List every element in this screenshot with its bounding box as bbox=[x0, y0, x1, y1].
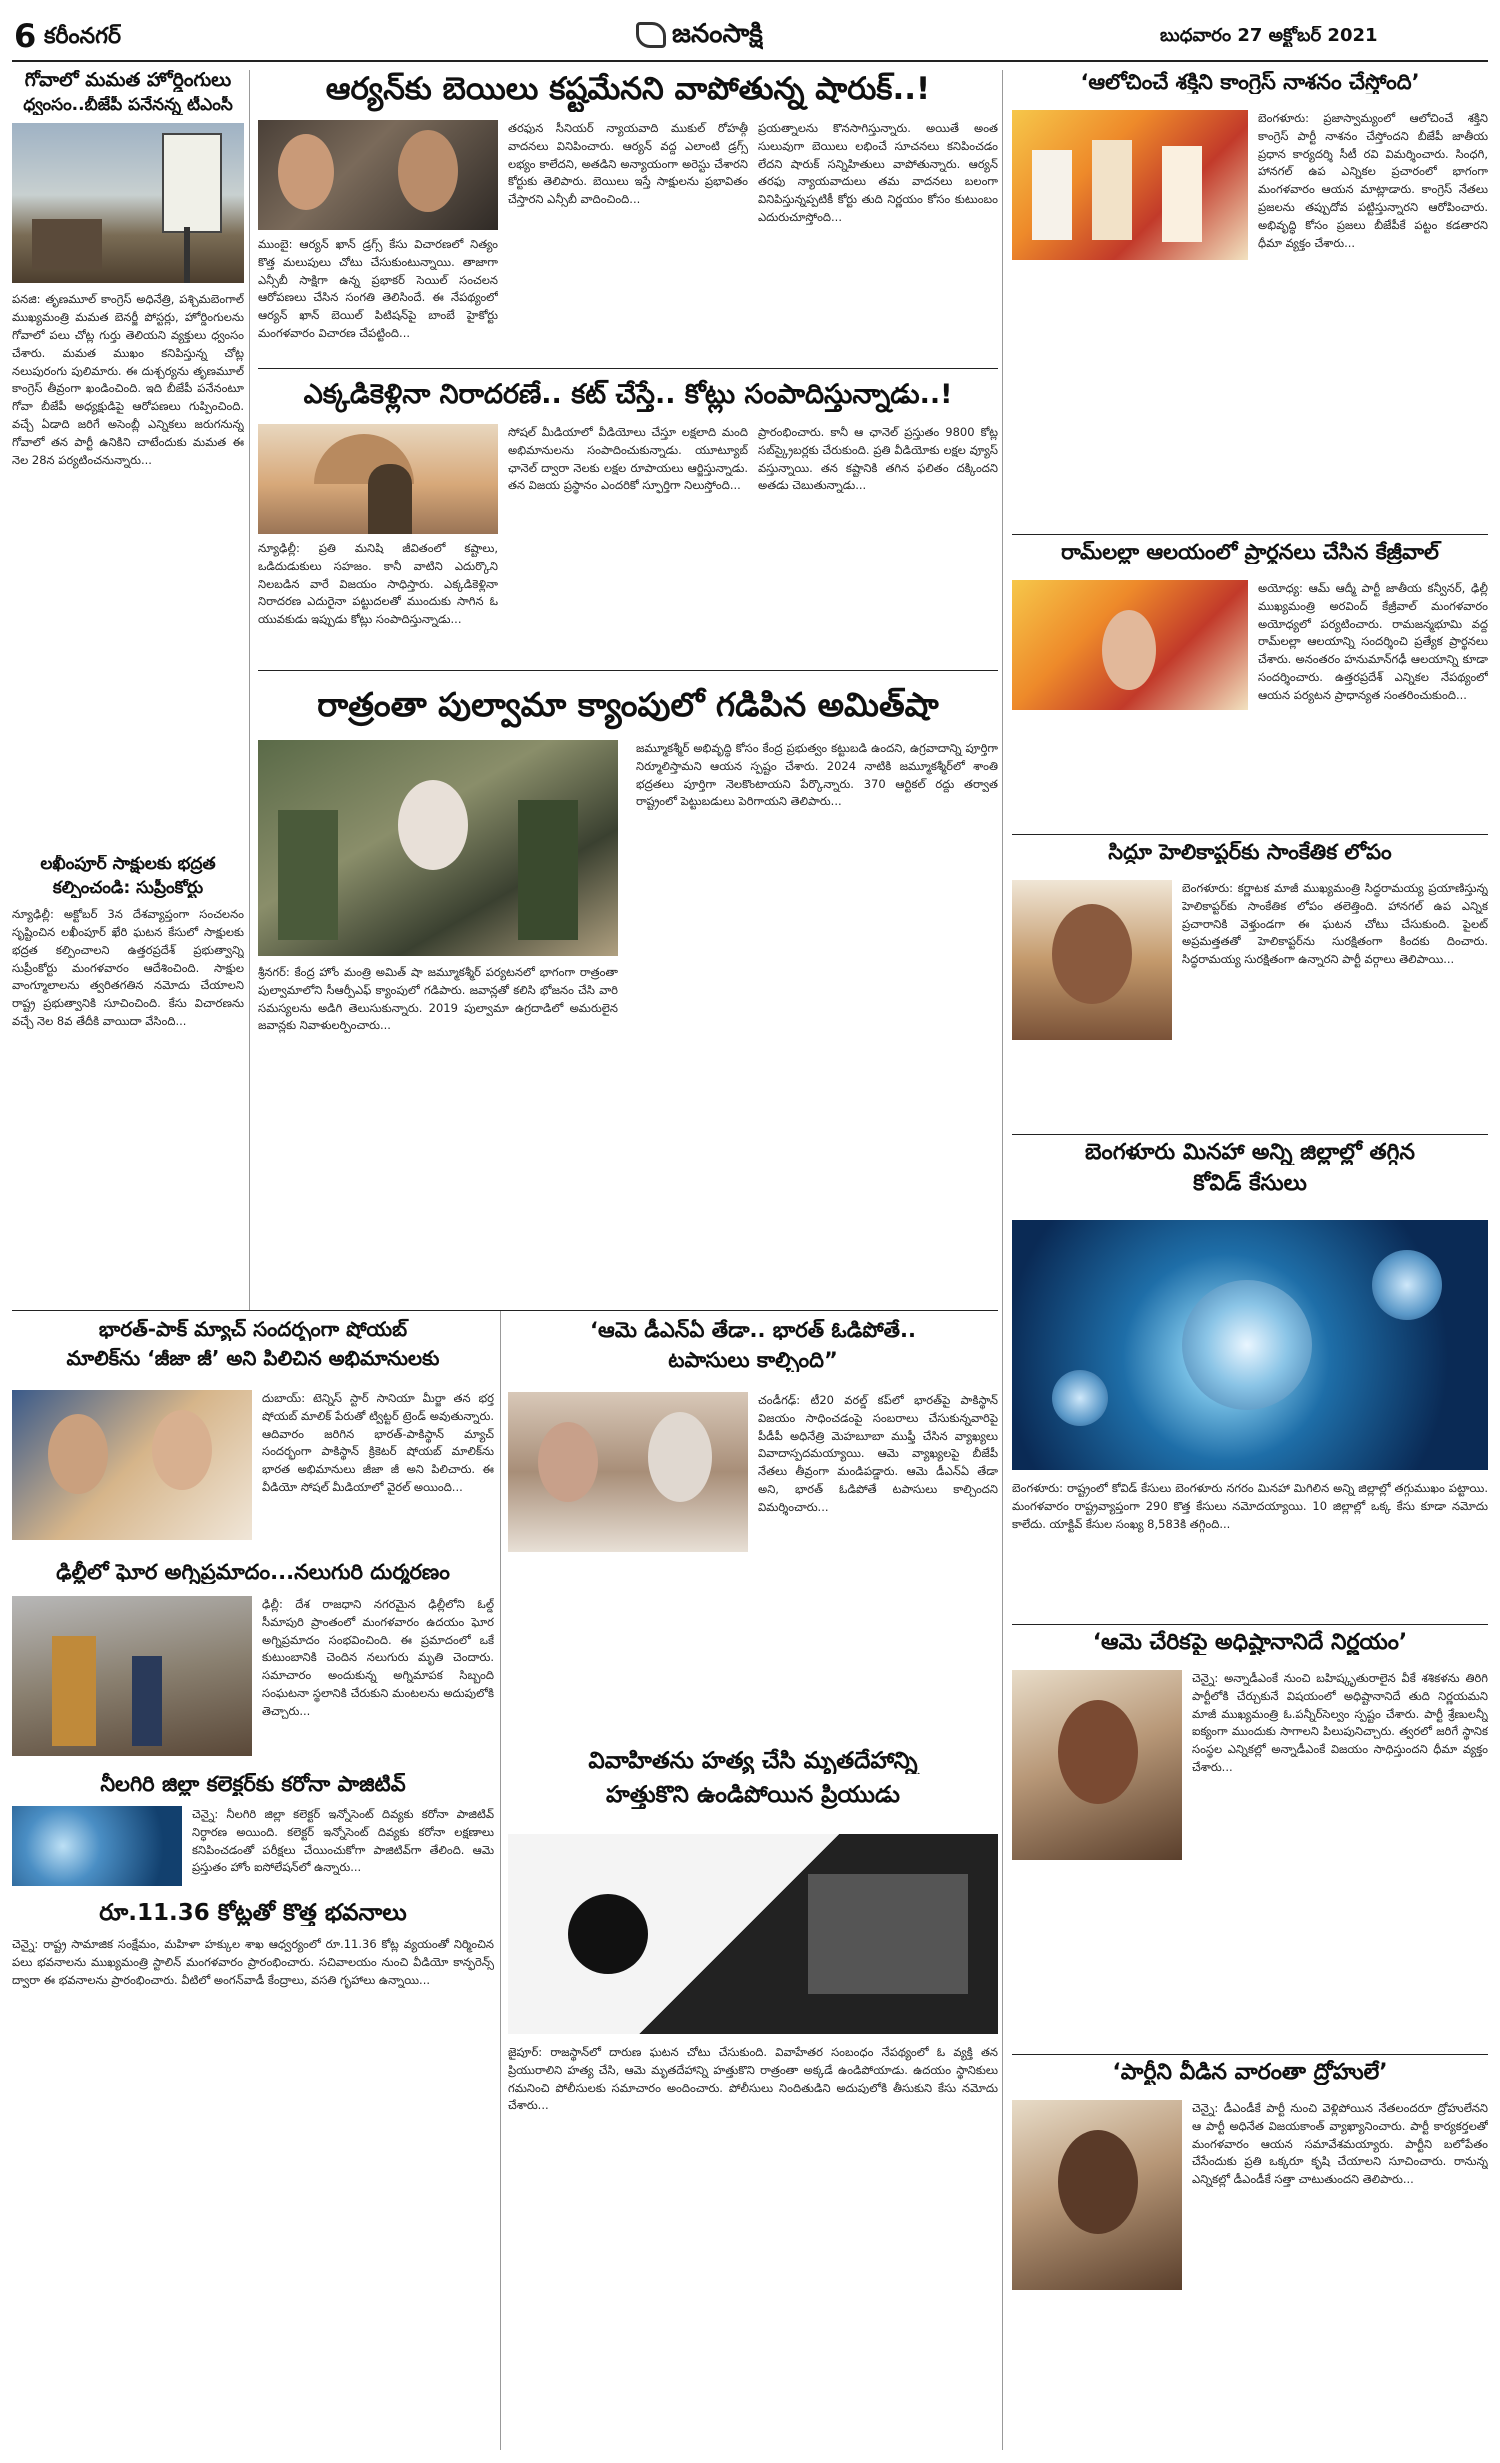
masthead bbox=[0, 0, 1500, 58]
headline: బెంగళూరు మినహా అన్ని జిల్లాల్లో తగ్గిన bbox=[1085, 1140, 1415, 1165]
delhi-fire-article bbox=[12, 1560, 494, 1760]
headline: ‘ఆమె డీఎన్ఏ తేడా.. భారత్ ఓడిపోతే.. bbox=[590, 1318, 916, 1342]
headline: ఢిల్లీలో ఘోర అగ్నిప్రమాదం...నలుగురి దుర్మరణం bbox=[56, 1560, 450, 1584]
covid-virus-photo bbox=[1012, 1220, 1488, 1470]
article-body: చెన్నై: నీలగిరి జిల్లా కలెక్టర్ ఇన్నోసెంట్ దివ్యకు కరోనా పాజిటివ్ నిర్ధారణ అయింది. కలెక్టర్ ఇన్నోసెంట్ దివ్యకు కరోనా లక్షణాలు కనిపించడంతో పరీక్షలు చేయించుకోగా పాజిటివ్‌గా తేలింది. ఆమె ప్రస్తుతం హోం ఐసోలేషన్‌లో ఉన్నారు... bbox=[192, 1807, 494, 1875]
article-body: పనజి: తృణమూల్ కాంగ్రెస్ అధినేత్రి, పశ్చిమబెంగాల్ ముఖ్యమంత్రి మమత బెనర్జీ పోస్టర్లు, హోర్డింగులను గోవాలో పలు చోట్ల గుర్తు తెలియని వ్యక్తులు ధ్వంసం చేశారు. మమత ముఖం కనిపిస్తున్న చోట్ల నలుపురంగు పులిమారు. ఈ దుశ్చర్యను తృణమూల్ కాంగ్రెస్ తీవ్రంగా ఖండించింది. ఇది బీజేపీ పనేనంటూ గోవా బీజేపీ అధ్యక్షుడిపై ఆరోపణలు గుప్పించింది. వచ్చే ఏడాది జరిగే అసెంబ్లీ ఎన్నికలు జరుగనున్న గోవాలో తన పార్టీ ఉనికిని చాటేందుకు మమత ఈ నెల 28న పర్యటించనున్నారు... bbox=[12, 292, 244, 467]
siddaramaiah-article bbox=[1012, 840, 1488, 1130]
sonu-article bbox=[258, 372, 998, 668]
article-column: ప్రయత్నాలను కొనసాగిస్తున్నారు. అయితే అంత సులువుగా బెయిలు లభించే సూచనలు కనిపించడం లేదని షారుక్ సన్నిహితులు వాపోతున్నారు. ఆర్యన్ తరఫు న్యాయవాదులు తమ వాదనలు బలంగా వినిపిస్తున్నప్పటికీ కోర్టు తుది నిర్ణయం కోసం కుటుంబం ఎదురుచూస్తోంది... bbox=[758, 121, 998, 225]
article-body: చెన్నై: రాష్ట్ర సామాజిక సంక్షేమం, మహిళా హక్కుల శాఖ ఆధ్వర్యంలో రూ.11.36 కోట్ల వ్యయంతో నిర్మించిన పలు భవనాలను ముఖ్యమంత్రి స్టాలిన్ మంగళవారం ప్రారంభించారు. సచివాలయం నుంచి వీడియో కాన్ఫరెన్స్ ద్వారా ఈ భవనాలను ప్రారంభించారు. వీటిలో అంగన్‌వాడీ కేంద్రాలు, వసతి గృహాలు ఉన్నాయి... bbox=[12, 1937, 494, 1988]
mehbooba-photo bbox=[508, 1392, 748, 1552]
congress-event-photo bbox=[1012, 110, 1248, 260]
page-number: 6 bbox=[14, 18, 37, 55]
article-body: ఢిల్లీ: దేశ రాజధాని నగరమైన ఢిల్లీలోని ఓల్డ్ సీమాపురి ప్రాంతంలో మంగళవారం ఉదయం ఘోర అగ్నిప్రమాదం సంభవించింది. ఈ ప్రమాదంలో ఒకే కుటుంబానికి చెందిన నలుగురు మృతి చెందారు. సమాచారం అందుకున్న అగ్నిమాపక సిబ్బంది సంఘటనా స్థలానికి చేరుకుని మంటలను అదుపులోకి తెచ్చారు... bbox=[262, 1597, 494, 1718]
article-column: జమ్మూకశ్మీర్ అభివృద్ధి కోసం కేంద్ర ప్రభుత్వం కట్టుబడి ఉందని, ఉగ్రవాదాన్ని పూర్తిగా నిర్మూలిస్తామని ఆయన స్పష్టం చేశారు. 2024 నాటికి జమ్మూకశ్మీర్‌లో శాంతి భద్రతలు పూర్తిగా నెలకొంటాయని పేర్కొన్నారు. 370 ఆర్టికల్ రద్దు తర్వాత రాష్ట్రంలో పెట్టుబడులు పెరిగాయని తెలిపారు... bbox=[636, 741, 998, 809]
vijayakanth-photo bbox=[1012, 2100, 1182, 2290]
headline: ఆర్యన్‌కు బెయిలు కష్టమేనని వాపోతున్న షారుక్..! bbox=[325, 71, 931, 107]
mehbooba-article bbox=[508, 1318, 998, 1738]
sonu-photo bbox=[258, 424, 498, 534]
amitshah-camp-photo bbox=[258, 740, 618, 956]
nilgiri-article bbox=[12, 1772, 494, 1890]
section-rule bbox=[1012, 2054, 1488, 2055]
article-body: చండీగఢ్: టీ20 వరల్డ్ కప్‌లో భారత్‌పై పాకిస్థాన్ విజయం సాధించడంపై సంబరాలు చేసుకున్నవారిపై పీడీపీ అధినేత్రి మెహబూబా ముఫ్తీ చేసిన వ్యాఖ్యలు వివాదాస్పదమయ్యాయి. ఆమె వ్యాఖ్యలపై బీజేపీ నేతలు తీవ్రంగా మండిపడ్డారు. ఆమె డీఎన్ఏ తేడా అని, భారత్ ఓడిపోతే టపాసులు కాల్చిందని విమర్శించారు... bbox=[758, 1393, 998, 1514]
section-rule bbox=[258, 368, 998, 369]
article-column: ప్రారంభించారు. కానీ ఆ ఛానెల్ ప్రస్తుతం 9800 కోట్ల సబ్‌స్క్రైబర్లకు చేరుకుంది. ప్రతి వీడియోకు లక్షల వ్యూస్ వస్తున్నాయి. తన కష్టానికి తగిన ఫలితం దక్కిందని అతడు చెబుతున్నాడు... bbox=[758, 425, 998, 493]
headline: హత్తుకొని ఉండిపోయిన ప్రియుడు bbox=[606, 1782, 900, 1809]
collector-photo bbox=[12, 1806, 182, 1886]
headline: లఖీంపూర్ సాక్షులకు భద్రత bbox=[40, 855, 216, 874]
headline: కల్పించండి: సుప్రీంకోర్టు bbox=[52, 878, 204, 898]
article-body: న్యూఢిల్లీ: అక్టోబర్ 3న దేశవ్యాప్తంగా సంచలనం సృష్టించిన లఖీంపూర్ ఖేరి ఘటన కేసులో సాక్షులకు భద్రత కల్పించాలని ఉత్తరప్రదేశ్ ప్రభుత్వాన్ని సుప్రీంకోర్టు మంగళవారం ఆదేశించింది. సాక్షుల వాంగ్మూలాలను త్వరితగతిన నమోదు చేయాలని రాష్ట్ర ప్రభుత్వానికి సూచించింది. కేసు విచారణను వచ్చే నెల 8వ తేదీకి వాయిదా వేసింది... bbox=[12, 907, 244, 1028]
vijayakanth-article bbox=[1012, 2060, 1488, 2440]
article-column: ముంబై: ఆర్యన్ ఖాన్ డ్రగ్స్ కేసు విచారణలో నిత్యం కొత్త మలుపులు చోటు చేసుకుంటున్నాయి. తాజాగా ఎన్సీబీ సాక్షిగా ఉన్న ప్రభాకర్ సెయిల్ సంచలన ఆరోపణలు చేసిన సంగతి తెలిసిందే. ఈ నేపథ్యంలో ఆర్యన్ ఖాన్ బెయిల్ పిటిషన్‌పై బాంబే హైకోర్టు మంగళవారం విచారణ చేపట్టింది... bbox=[258, 237, 498, 341]
kejriwal-photo bbox=[1012, 580, 1248, 710]
headline: గోవాలో మమత హోర్డింగులు bbox=[24, 70, 232, 91]
goa-article bbox=[12, 70, 244, 850]
article-body: అయోధ్య: ఆమ్ ఆద్మీ పార్టీ జాతీయ కన్వీనర్, ఢిల్లీ ముఖ్యమంత్రి అరవింద్ కేజ్రీవాల్ మంగళవారం అయోధ్యలో పర్యటించారు. రామజన్మభూమి వద్ద రామ్‌లల్లా ఆలయాన్ని సందర్శించి ప్రత్యేక ప్రార్థనలు చేశారు. అనంతరం హనుమాన్‌గఢీ ఆలయాన్ని కూడా సందర్శించారు. ఉత్తరప్రదేశ్ ఎన్నికల నేపథ్యంలో ఆయన పర్యటన ప్రాధాన్యత సంతరించుకుంది... bbox=[1258, 581, 1488, 702]
article-body: బెంగళూరు: ప్రజాస్వామ్యంలో ఆలోచించే శక్తిని కాంగ్రెస్ పార్టీ నాశనం చేస్తోందని బీజేపీ జాతీయ ప్రధాన కార్యదర్శి సీటీ రవి విమర్శించారు. సింధగి, హానగల్ ఉప ఎన్నికల ప్రచారంలో భాగంగా మంగళవారం ఆయన మాట్లాడారు. కాంగ్రెస్ నేతలు ప్రజలను తప్పుదోవ పట్టిస్తున్నారని ఆరోపించారు. అభివృద్ధి కోసం ప్రజలు బీజేపీకే పట్టం కడతారని ధీమా వ్యక్తం చేశారు... bbox=[1258, 111, 1488, 250]
article-column: సోషల్ మీడియాలో వీడియోలు చేస్తూ లక్షలాది మంది అభిమానులను సంపాదించుకున్నాడు. యూట్యూబ్ ఛానెల్ ద్వారా నెలకు లక్షల రూపాయలు ఆర్జిస్తున్నాడు. తన విజయ ప్రస్థానం ఎందరికో స్ఫూర్తిగా నిలుస్తోంది... bbox=[508, 425, 748, 493]
headline: మాలిక్‌ను ‘జీజా జీ’ అని పిలిచిన అభిమానులకు bbox=[66, 1347, 440, 1370]
paper-name: జనంసాక్షి bbox=[672, 20, 763, 49]
masthead-rule bbox=[12, 60, 1488, 62]
article-body: దుబాయ్: టెన్నిస్ స్టార్ సానియా మీర్జా తన భర్త షోయబ్ మాలిక్ పేరుతో ట్విట్టర్ ట్రెండ్ అవుతున్నారు. ఆదివారం జరిగిన భారత్-పాకిస్థాన్ మ్యాచ్ సందర్భంగా పాకిస్థాన్ క్రికెటర్ షోయబ్ మాలిక్‌ను భారత అభిమానులు జీజా జీ అని పిలిచారు. ఈ వీడియో సోషల్ మీడియాలో వైరల్ అయింది... bbox=[262, 1391, 494, 1495]
paper-logo bbox=[636, 18, 856, 52]
headline: రూ.11.36 కోట్లతో కొత్త భవనాలు bbox=[99, 1900, 407, 1926]
panneerselvam-photo bbox=[1012, 1670, 1182, 1860]
column-divider bbox=[1002, 70, 1003, 2450]
headline: రామ్‌లల్లా ఆలయంలో ప్రార్థనలు చేసిన కేజ్రీవాల్ bbox=[1061, 540, 1439, 564]
shoaib-article bbox=[12, 1318, 494, 1548]
kejriwal-article bbox=[1012, 540, 1488, 830]
shoaib-sania-photo bbox=[12, 1390, 252, 1540]
headline: ‘ఆమె చేరికపై అధిష్టానానిదే నిర్ణయం’ bbox=[1092, 1630, 1408, 1655]
column-divider bbox=[249, 70, 250, 1310]
article-body: చెన్నై: అన్నాడీఎంకే నుంచి బహిష్కృతురాలైన వీకే శశికళను తిరిగి పార్టీలోకి చేర్చుకునే విషయంలో అధిష్టానానిదే తుది నిర్ణయమని మాజీ ముఖ్యమంత్రి ఓ.పన్నీర్‌సెల్వం స్పష్టం చేశారు. పార్టీ శ్రేణులన్నీ ఐక్యంగా ముందుకు సాగాలని పిలుపునిచ్చారు. త్వరలో జరిగే స్థానిక సంస్థల ఎన్నికల్లో అన్నాడీఎంకే విజయం సాధిస్తుందని ధీమా వ్యక్తం చేశారు... bbox=[1192, 1671, 1488, 1775]
article-body: బెంగళూరు: రాష్ట్రంలో కోవిడ్ కేసులు బెంగళూరు నగరం మినహా మిగిలిన అన్ని జిల్లాల్లో తగ్గుముఖం పట్టాయి. మంగళవారం రాష్ట్రవ్యాప్తంగా 290 కొత్త కేసులు నమోదయ్యాయి. 10 జిల్లాల్లో ఒక్క కేసు కూడా నమోదు కాలేదు. యాక్టివ్ కేసుల సంఖ్య 8,583కి తగ్గింది... bbox=[1012, 1481, 1488, 1531]
headline: కోవిడ్ కేసులు bbox=[1193, 1171, 1307, 1197]
amitshah-article bbox=[258, 676, 998, 1296]
headline: ‘పార్టీని వీడిన వారంతా ద్రోహులే’ bbox=[1112, 2060, 1388, 2085]
section-rule bbox=[12, 1310, 998, 1311]
fire-site-photo bbox=[12, 1596, 252, 1756]
article-column: తరఫున సీనియర్ న్యాయవాది ముకుల్ రోహత్గీ వాదనలు వినిపించారు. ఆర్యన్ వద్ద ఎలాంటి డ్రగ్స్ లభ్యం కాలేదని, అతడిని అన్యాయంగా అరెస్టు చేశారని కోర్టుకు తెలిపారు. బెయిలు ఇస్తే సాక్షులను ప్రభావితం చేస్తారని ఎన్సీబీ వాదించింది... bbox=[508, 121, 748, 207]
article-column: శ్రీనగర్: కేంద్ర హోం మంత్రి అమిత్ షా జమ్మూకశ్మీర్ పర్యటనలో భాగంగా రాత్రంతా పుల్వామాలోని సీఆర్పీఎఫ్ క్యాంపులో గడిపారు. జవాన్లతో కలిసి భోజనం చేసి వారి సమస్యలను అడిగి తెలుసుకున్నారు. 2019 పుల్వామా ఉగ్రదాడిలో అమరులైన జవాన్లకు నివాళులర్పించారు... bbox=[258, 965, 618, 1033]
murder-photo bbox=[508, 1834, 998, 2034]
article-body: చెన్నై: డీఎండీకే పార్టీ నుంచి వెళ్లిపోయిన నేతలందరూ ద్రోహులేనని ఆ పార్టీ అధినేత విజయకాంత్ వ్యాఖ్యానించారు. పార్టీ కార్యకర్తలతో మంగళవారం ఆయన సమావేశమయ్యారు. పార్టీని బలోపేతం చేసేందుకు ప్రతి ఒక్కరూ కృషి చేయాలని సూచించారు. రానున్న ఎన్నికల్లో డీఎండీకే సత్తా చాటుతుందని తెలిపారు... bbox=[1192, 2101, 1488, 2187]
section-rule bbox=[1012, 1624, 1488, 1625]
column-divider bbox=[500, 1310, 501, 2450]
covid-article bbox=[1012, 1140, 1488, 1620]
section-rule bbox=[1012, 1134, 1488, 1135]
lakhimpur-article bbox=[12, 855, 244, 1305]
aryan-shahrukh-photo bbox=[258, 120, 498, 230]
section-rule bbox=[1012, 834, 1488, 835]
article-body: బెంగళూరు: కర్ణాటక మాజీ ముఖ్యమంత్రి సిద్ధరామయ్య ప్రయాణిస్తున్న హెలికాప్టర్‌కు సాంకేతిక లోపం తలెత్తింది. హానగల్ ఉప ఎన్నిక ప్రచారానికి వెళ్తుండగా ఈ ఘటన చోటు చేసుకుంది. పైలట్ అప్రమత్తతతో హెలికాప్టర్‌ను సురక్షితంగా కిందకు దించారు. సిద్ధరామయ్య సురక్షితంగా ఉన్నారని పార్టీ వర్గాలు తెలిపాయి... bbox=[1182, 881, 1488, 967]
congress-article bbox=[1012, 70, 1488, 530]
buildings-article bbox=[12, 1900, 494, 2440]
article-body: జైపూర్: రాజస్థాన్‌లో దారుణ ఘటన చోటు చేసుకుంది. వివాహేతర సంబంధం నేపథ్యంలో ఓ వ్యక్తి తన ప్రియురాలిని హత్య చేసి, ఆమె మృతదేహాన్ని హత్తుకొని రాత్రంతా అక్కడే ఉండిపోయాడు. ఉదయం స్థానికులు గమనించి పోలీసులకు సమాచారం అందించారు. పోలీసులు నిందితుడిని అదుపులోకి తీసుకుని కేసు నమోదు చేశారు... bbox=[508, 2045, 998, 2113]
section-rule bbox=[1012, 534, 1488, 535]
headline: ‘ఆలోచించే శక్తిని కాంగ్రెస్ నాశనం చేస్తోంది’ bbox=[1080, 70, 1420, 94]
section-rule bbox=[258, 670, 998, 671]
sasikala-article bbox=[1012, 1630, 1488, 2050]
headline: వివాహితను హత్య చేసి మృతదేహాన్ని bbox=[588, 1748, 918, 1774]
goa-hoarding-photo bbox=[12, 123, 244, 283]
headline: భారత్-పాక్ మ్యాచ్ సందర్భంగా షోయబ్ bbox=[98, 1318, 408, 1341]
headline: రాత్రంతా పుల్వామా క్యాంపులో గడిపిన అమిత్‌షా bbox=[317, 685, 939, 724]
headline: ధ్వంసం..బీజేపీ పనేనన్న టీఎంసీ bbox=[23, 95, 233, 115]
headline: సిద్దూ హెలికాప్టర్‌కు సాంకేతిక లోపం bbox=[1108, 840, 1392, 864]
siddaramaiah-photo bbox=[1012, 880, 1172, 1040]
murder-article bbox=[508, 1748, 998, 2438]
headline: నీలగిరి జిల్లా కలెక్టర్‌కు కరోనా పాజిటివ్ bbox=[100, 1772, 406, 1796]
headline: ఎక్కడికెళ్లినా నిరాదరణే.. కట్ చేస్తే.. కోట్లు సంపాదిస్తున్నాడు..! bbox=[303, 379, 953, 410]
issue-date: బుధవారం 27 అక్టోబర్ 2021 bbox=[1160, 26, 1378, 46]
edition-name: కరీంనగర్ bbox=[44, 24, 122, 49]
headline: టపాసులు కాల్చింది” bbox=[668, 1348, 838, 1373]
article-column: న్యూఢిల్లీ: ప్రతి మనిషి జీవితంలో కష్టాలు, ఒడిదుడుకులు సహజం. కానీ వాటిని ఎదుర్కొని నిలబడిన వారే విజయం సాధిస్తారు. ఎక్కడికెళ్లినా నిరాదరణ ఎదురైనా పట్టుదలతో ముందుకు సాగిన ఓ యువకుడు ఇప్పుడు కోట్లు సంపాదిస్తున్నాడు... bbox=[258, 541, 498, 627]
logo-emblem-icon bbox=[636, 22, 666, 48]
aryan-article bbox=[258, 66, 998, 366]
